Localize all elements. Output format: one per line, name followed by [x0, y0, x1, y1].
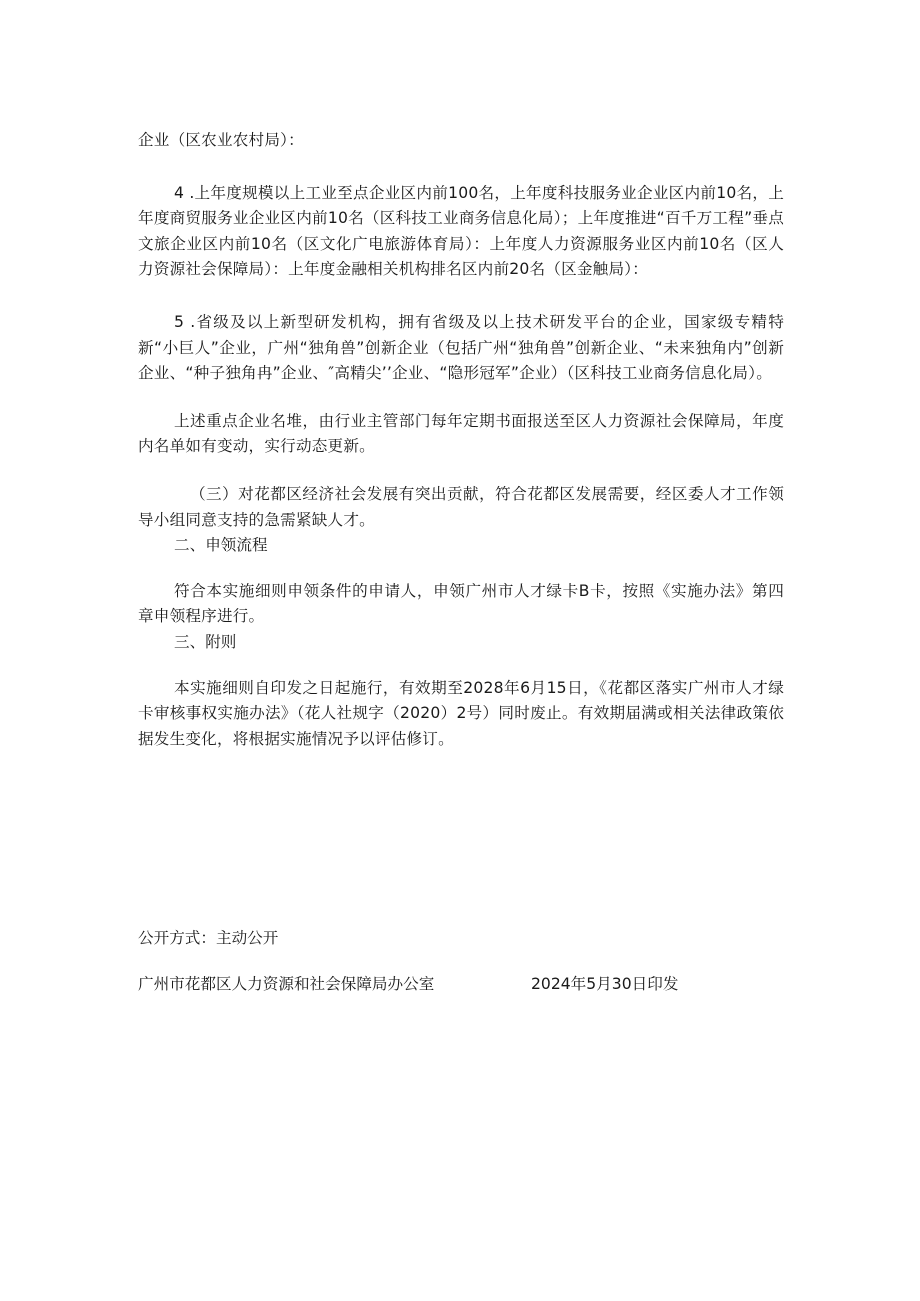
issuing-office: 广州市花都区人力资源和社会保障局办公室 — [138, 975, 435, 993]
paragraph-item-3: （三）对花都区经济社会发展有突出贡献，符合花都区发展需要，经区委人才工作领导小组同意支持的急需紧缺人才。 — [138, 484, 784, 529]
paragraph-agriculture-bureau: 企业（区农业农村局）： — [138, 131, 304, 149]
paragraph-application-process: 符合本实施细则申领条件的申请人，申领广州市人才绿卡B卡，按照《实施办法》第四章申领程序进行。 — [138, 581, 784, 626]
section-heading-application-process: 二、申领流程 — [174, 536, 268, 555]
disclosure-method: 公开方式：主动公开 — [138, 929, 279, 947]
paragraph-supplementary-provisions: 本实施细则自印发之日起施行，有效期至2028年6月15日，《花都区落实广州市人才绿卡审核事权实施办法》（花人社规字（2020）2号）同时废止。有效期届满或相关法律政策依据发生变化，将根据实施情况予以评估修订。 — [138, 678, 784, 748]
document-body — [138, 128, 784, 752]
issue-date: 2024年5月30日印发 — [531, 975, 679, 993]
paragraph-key-enterprise-list: 上述重点企业名堆，由行业主管部门每年定期书面报送至区人力资源社会保障局，年度内名单如有变动，实行动态更新。 — [138, 411, 784, 456]
section-heading-supplementary-provisions: 三、附则 — [174, 632, 237, 651]
paragraph-item-4: 4 .上年度规模以上工业至点企业区内前100名，上年度科技服务业企业区内前10名，上年度商贸服务业企业区内前10名（区科技工业商务信息化局）；上年度推进“百千万工程”垂点文旅企业区内前10名（区文化广电旅游体育局）：上年度人力资源服务业区内前10名（区人力资源社会保障局）：上年度金融相关机构排名区内前20名（区金触局）： — [138, 183, 784, 279]
paragraph-item-5: 5 .省级及以上新型研发机构，拥有省级及以上技术研发平台的企业，国家级专精特新“小巨人”企业，广州“独角兽”创新企业（包括广州“独角兽”创新企业、“未来独角内”创新企业、“种子独角冉”企业、″高精尖’’企业、“隐形冠军”企业）（区科技工业商务信息化局）。 — [138, 312, 784, 383]
document-footer — [138, 926, 784, 993]
